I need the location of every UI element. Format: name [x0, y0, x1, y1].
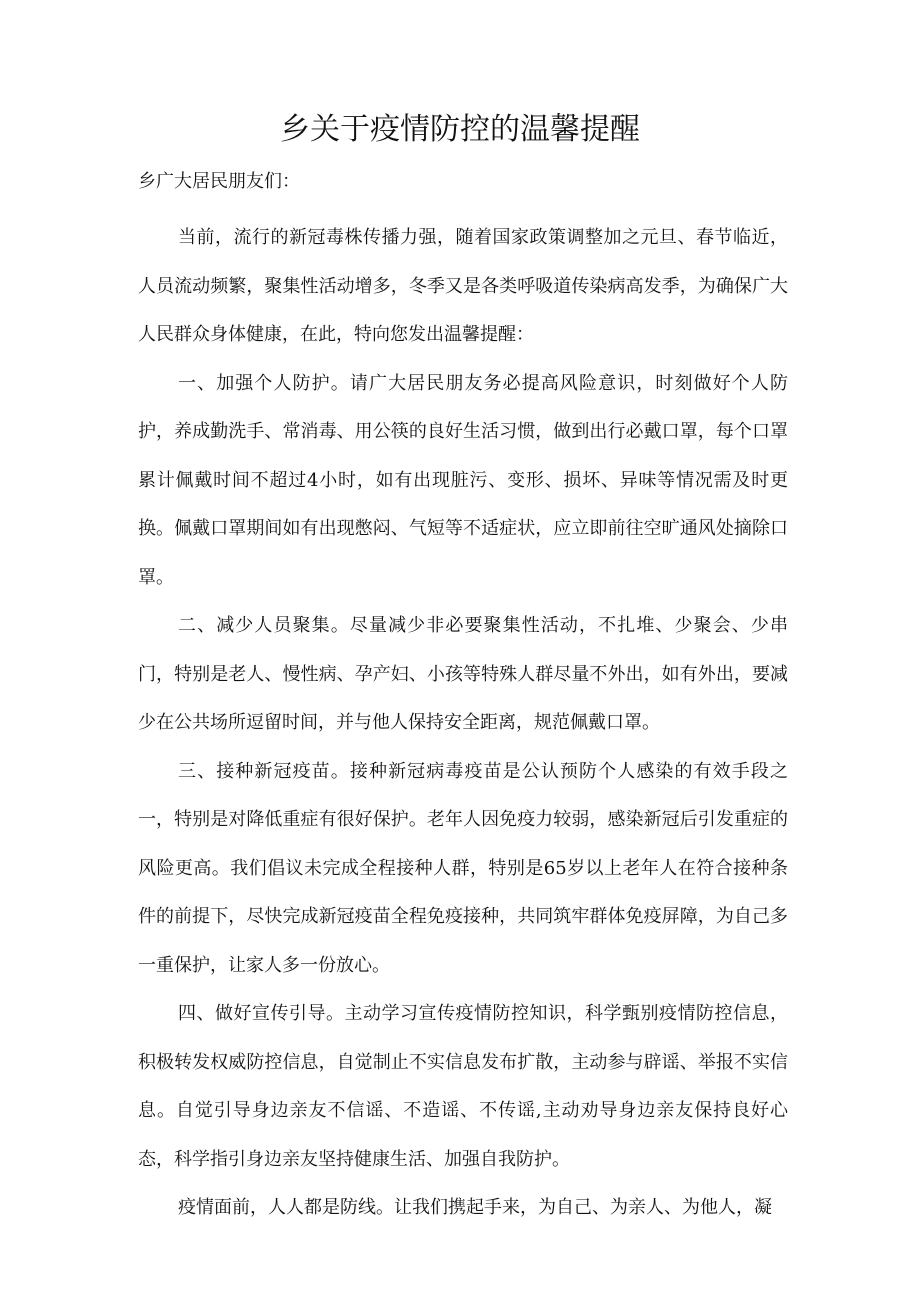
- paragraph-publicity: 四、做好宣传引导。主动学习宣传疫情防控知识，科学甄别疫情防控信息，积极转发权威防控信息，自觉制止不实信息发布扩散，主动参与辟谣、举报不实信息。自觉引导身边亲友不信谣、不造谣、不传谣,主动劝导身边亲友保持良好心态，科学指引身边亲友坚持健康生活、加强自我防护。: [138, 1003, 788, 1170]
- document-title: 乡关于疫情防控的温馨提醒: [280, 112, 640, 147]
- salutation: 乡广大居民朋友们：: [138, 171, 300, 192]
- paragraph-vaccination: 三、接种新冠疫苗。接种新冠病毒疫苗是公认预防个人感染的有效手段之一，特别是对降低重症有很好保护。老年人因免疫力较弱，感染新冠后引发重症的风险更高。我们倡议未完成全程接种人群，特别是65岁以上老年人在符合接种条件的前提下，尽快完成新冠疫苗全程免疫接种，共同筑牢群体免疫屏障，为自己多一重保护，让家人多一份放心。: [138, 760, 788, 976]
- paragraph-reduce-gatherings: 二、减少人员聚集。尽量减少非必要聚集性活动，不扎堆、少聚会、少串门，特别是老人、慢性病、孕产妇、小孩等特殊人群尽量不外出，如有外出，要减少在公共场所逗留时间，并与他人保持安全距离，规范佩戴口罩。: [138, 615, 788, 733]
- paragraph-closing: 疫情面前，人人都是防线。让我们携起手来，为自己、为亲人、为他人，凝: [178, 1197, 772, 1218]
- document-body: [138, 164, 788, 1233]
- paragraph-personal-protection: 一、加强个人防护。请广大居民朋友务必提高风险意识，时刻做好个人防护，养成勤洗手、常消毒、用公筷的良好生活习惯，做到出行必戴口罩，每个口罩累计佩戴时间不超过4小时，如有出现脏污、变形、损坏、异味等情况需及时更换。佩戴口罩期间如有出现憋闷、气短等不适症状，应立即前往空旷通风处摘除口罩。: [138, 372, 788, 588]
- paragraph-intro: 当前，流行的新冠毒株传播力强，随着国家政策调整加之元旦、春节临近，人员流动频繁，聚集性活动增多，冬季又是各类呼吸道传染病高发季，为确保广大人民群众身体健康，在此，特向您发出温馨提醒：: [138, 227, 788, 345]
